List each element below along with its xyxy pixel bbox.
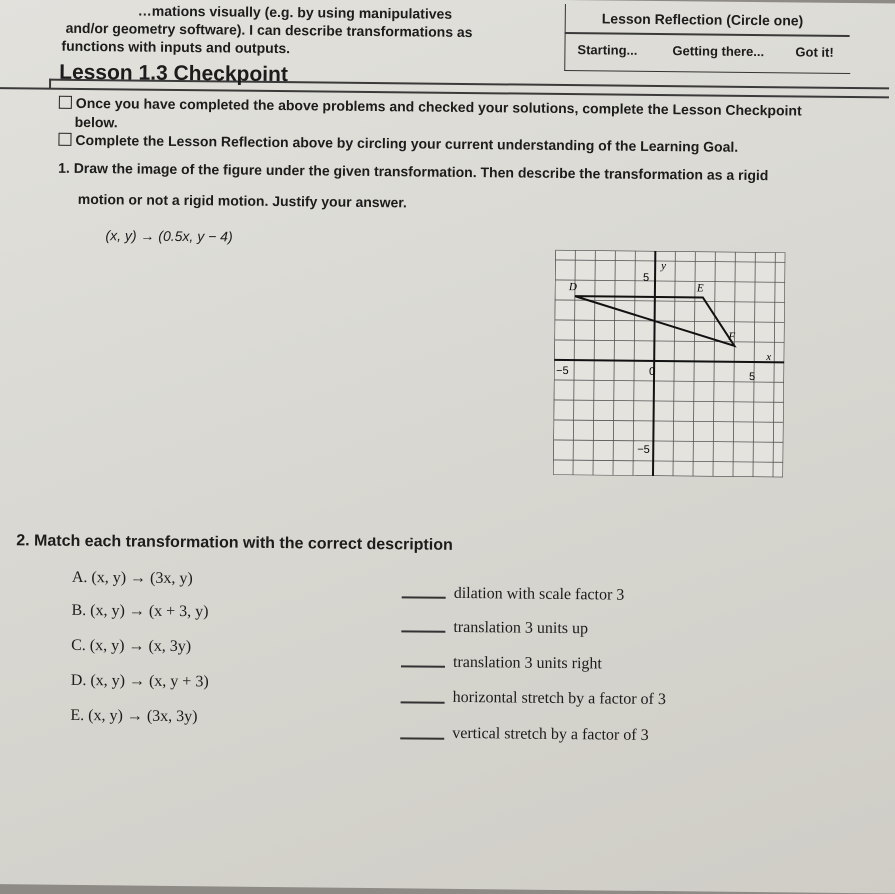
checkbox-complete-problems[interactable] bbox=[59, 96, 72, 109]
tick-y-neg-5: −5 bbox=[637, 443, 650, 456]
checklist-item-1 bbox=[59, 95, 802, 119]
checklist-item-2 bbox=[58, 132, 738, 155]
answer-blank-1[interactable] bbox=[402, 596, 446, 598]
description-4: horizontal stretch by a factor of 3 bbox=[452, 688, 666, 709]
option-d: D. (x, y) → (x, y + 3) bbox=[70, 671, 209, 691]
answer-blank-3[interactable] bbox=[401, 665, 445, 667]
answer-blank-5[interactable] bbox=[400, 737, 444, 739]
learning-goal-line-2: and/or geometry software). I can describe transformations as bbox=[65, 19, 473, 41]
vertex-label-f: F bbox=[728, 330, 736, 343]
option-e: E. (x, y) → (3x, 3y) bbox=[70, 706, 198, 726]
learning-goal-line-1: …mations visually (e.g. by using manipulatives bbox=[137, 2, 453, 22]
checkpoint-corner bbox=[49, 79, 51, 89]
checklist-item-1-cont: below. bbox=[74, 113, 118, 131]
origin-label: 0 bbox=[649, 365, 656, 378]
reflection-option-got-it[interactable]: Got it! bbox=[795, 44, 834, 60]
transformation-rule: (x, y) → (0.5x, y − 4) bbox=[105, 227, 233, 245]
option-a: A. (x, y) → (3x, y) bbox=[71, 568, 193, 588]
checkbox-complete-reflection[interactable] bbox=[58, 133, 71, 146]
reflection-option-starting[interactable]: Starting... bbox=[577, 42, 638, 58]
description-5: vertical stretch by a factor of 3 bbox=[452, 724, 649, 744]
vertex-label-d: D bbox=[568, 281, 577, 294]
description-1: dilation with scale factor 3 bbox=[453, 584, 625, 604]
y-axis-label: y bbox=[661, 260, 667, 273]
checklist-item-1-text: Once you have completed the above problems and checked your solutions, complete the Lesson Checkpoint bbox=[75, 94, 802, 119]
description-2: translation 3 units up bbox=[453, 618, 589, 638]
learning-goal-text bbox=[61, 1, 473, 59]
answer-blank-2[interactable] bbox=[401, 630, 445, 632]
question-2-prompt: 2. Match each transformation with the correct description bbox=[16, 532, 453, 554]
description-3: translation 3 units right bbox=[452, 653, 602, 673]
tick-y-pos-5: 5 bbox=[643, 271, 650, 284]
option-c: C. (x, y) → (x, 3y) bbox=[71, 636, 192, 656]
option-b: B. (x, y) → (x + 3, y) bbox=[71, 601, 209, 621]
learning-goal-line-3: functions with inputs and outputs. bbox=[61, 37, 291, 57]
lesson-reflection-title: Lesson Reflection (Circle one) bbox=[601, 10, 804, 29]
question-1-text-cont: motion or not a rigid motion. Justify your answer. bbox=[77, 190, 407, 211]
answer-blank-4[interactable] bbox=[401, 701, 445, 703]
tick-x-neg-5: −5 bbox=[556, 364, 569, 378]
question-1-text: 1. Draw the image of the figure under the given transformation. Then describe the transformation as a rigid bbox=[58, 159, 769, 184]
checklist-item-2-text: Complete the Lesson Reflection above by circling your current understanding of the Learning Goal. bbox=[75, 131, 739, 155]
tick-x-5: 5 bbox=[748, 370, 756, 384]
x-axis-label: x bbox=[766, 351, 772, 364]
reflection-option-getting-there[interactable]: Getting there... bbox=[672, 43, 765, 60]
coordinate-plane bbox=[553, 250, 785, 477]
coordinate-grid[interactable] bbox=[553, 250, 785, 482]
vertex-label-e: E bbox=[696, 282, 704, 295]
checkpoint-title: Lesson 1.3 Checkpoint bbox=[59, 60, 289, 87]
